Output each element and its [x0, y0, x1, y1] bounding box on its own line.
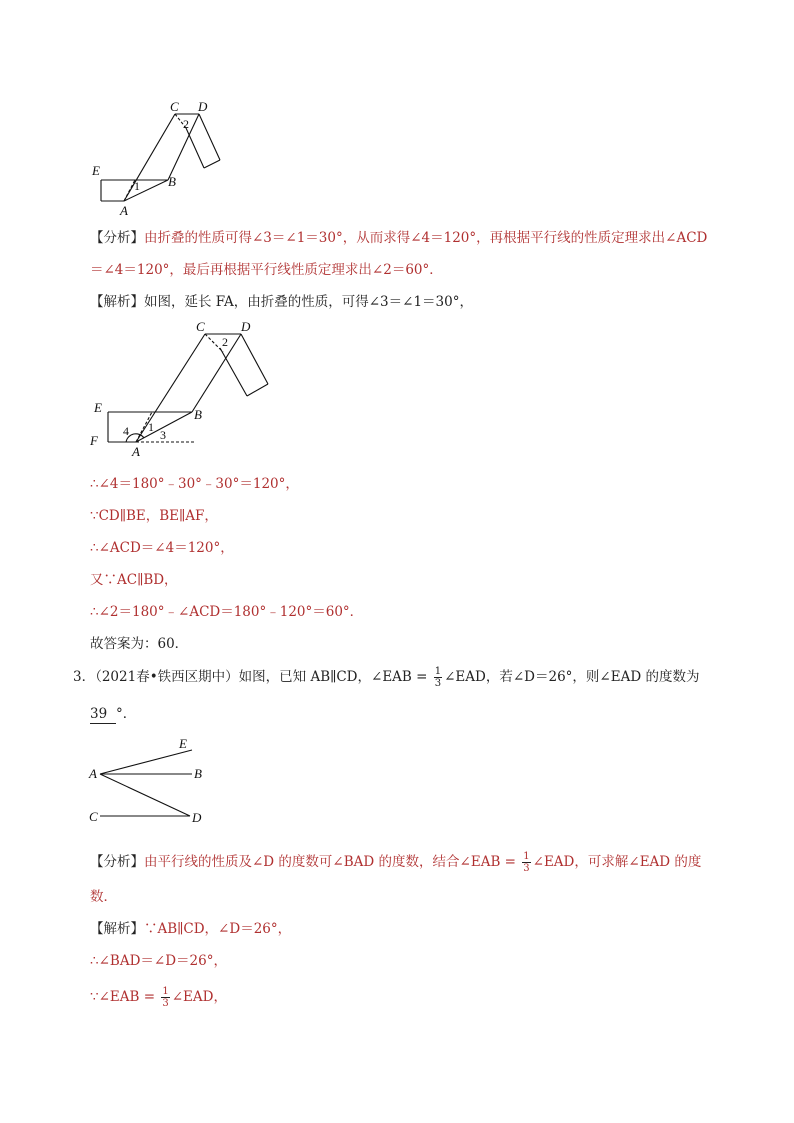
fig2-AC-edge: [136, 334, 205, 442]
step-line: ∴∠2＝180°﹣∠ACD＝180°﹣120°＝60°．: [90, 604, 364, 620]
step-line: ∴∠4＝180°﹣30°﹣30°＝120°，: [90, 476, 299, 492]
analysis-1-text-1: 由折叠的性质可得∠3＝∠1＝30°，从而求得∠4＝120°，再根据平行线的性质定理求出∠ACD: [144, 230, 708, 246]
figure-3: [86, 736, 212, 828]
fig3-label-B: B: [194, 766, 202, 781]
fig2-label-C: C: [196, 319, 205, 334]
fig1-label-A: A: [120, 203, 128, 218]
analysis-3-part-2: ∠EAD，可求解∠EAD 的度: [532, 854, 702, 870]
fig3-label-C: C: [89, 809, 98, 824]
analysis-3-part-1: 由平行线的性质及∠D 的度数可∠BAD 的度数，结合∠EAB =: [144, 854, 516, 870]
fig2-label-A: A: [132, 444, 140, 459]
fig1-label-B: B: [168, 174, 176, 189]
figure-2: [86, 318, 272, 460]
question-3-fraction: $\frac{1}{3}$: [434, 666, 442, 689]
fig1-label-E: E: [92, 163, 100, 178]
fig1-angle-2: 2: [183, 117, 189, 131]
analysis-1-tag: 【分析】: [90, 230, 144, 246]
step-line: ∴∠ACD＝∠4＝120°，: [90, 540, 234, 556]
fig3-label-E: E: [179, 736, 187, 751]
figure-1: [88, 98, 238, 220]
fig3-AD-line: [100, 774, 190, 816]
step-line: ∵CD∥BE，BE∥AF，: [90, 508, 218, 524]
solution-3-text-1: ∵AB∥CD，∠D＝26°，: [144, 921, 292, 937]
fig2-strip-right: [241, 334, 268, 384]
solution-3-line-1: [90, 920, 291, 938]
fig2-label-F: F: [90, 433, 98, 448]
solution-3-line-3-prefix: ∵∠EAB =: [90, 989, 156, 1005]
question-3-suffix: ∠EAD，若∠D＝26°，则∠EAD 的度数为: [444, 669, 700, 685]
analysis-3-line-2: 数．: [90, 889, 117, 905]
fig2-angle-1: 1: [148, 420, 154, 434]
fig1-strip-left: [186, 128, 204, 168]
question-3-prefix: 3．（2021春•铁西区期中）如图，已知 AB∥CD，∠EAB =: [73, 669, 428, 685]
analysis-1-line-1: [90, 229, 707, 247]
solution-1-text-1: 如图，延长 FA，由折叠的性质，可得∠3＝∠1＝30°，: [144, 294, 473, 310]
solution-3-line-3-suffix: ∠EAD，: [171, 989, 227, 1005]
analysis-1-line-2: ＝∠4＝120°，最后再根据平行线性质定理求出∠2＝60°．: [90, 262, 443, 278]
question-3-line-2: [90, 705, 136, 724]
solution-3-line-2: ∴∠BAD＝∠D＝26°，: [90, 953, 227, 969]
solution-3-tag: 【解析】: [90, 921, 144, 937]
fig2-label-D: D: [241, 319, 251, 334]
fig1-angle-1: 1: [134, 179, 140, 193]
answer-line: 故答案为：60．: [90, 636, 189, 652]
fig2-fold-dashed: [205, 334, 223, 352]
fig3-AE-line: [100, 750, 192, 774]
fig2-angle-2: 2: [222, 335, 228, 349]
solution-1-tag: 【解析】: [90, 294, 144, 310]
question-3-answer-suffix: °．: [116, 706, 137, 722]
analysis-3-line-1: [90, 851, 701, 874]
question-3-line-1: [73, 666, 699, 689]
question-3-answer: 39: [90, 705, 116, 724]
fig3-label-D: D: [192, 810, 202, 825]
fig2-strip-left: [220, 348, 247, 396]
analysis-3-tag: 【分析】: [90, 854, 144, 870]
solution-1-line-1: [90, 293, 473, 311]
fig1-strip-end: [204, 160, 220, 168]
fig1-label-C: C: [170, 99, 179, 114]
fig2-strip-end: [247, 384, 268, 396]
fig3-label-A: A: [89, 766, 97, 781]
fig2-label-B: B: [194, 407, 202, 422]
solution-3-line-3: [90, 986, 227, 1009]
fig1-strip-right: [199, 114, 220, 160]
fig2-angle-4: 4: [123, 424, 129, 438]
analysis-3-fraction: $\frac{1}{3}$: [523, 851, 530, 874]
fig2-angle-3: 3: [160, 428, 166, 442]
step-line: 又∵AC∥BD，: [90, 572, 178, 588]
solution-3-fraction: $\frac{1}{3}$: [162, 986, 169, 1009]
fig1-label-D: D: [198, 99, 208, 114]
fig2-label-E: E: [94, 400, 102, 415]
